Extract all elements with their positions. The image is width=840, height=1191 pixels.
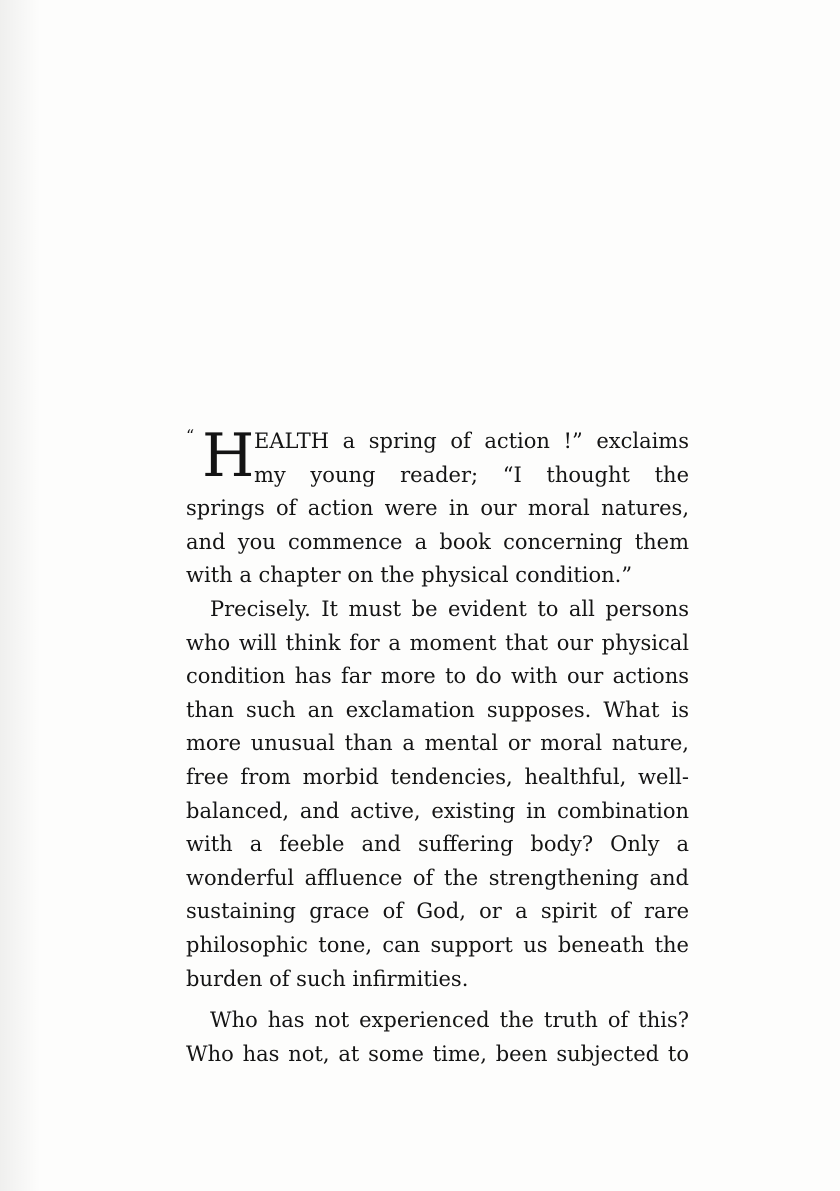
paragraph-1 xyxy=(186,421,689,593)
opening-quote: “ xyxy=(186,426,195,445)
line-text: EALTH a spring of action !” exclaims xyxy=(254,429,689,453)
paragraph-2-line-8: with a feeble and suffering body? Only a xyxy=(186,832,689,857)
paragraph-2-line-10: sustaining grace of God, or a spirit of rare xyxy=(186,899,689,924)
paragraph-2-line-2: who will think for a moment that our physical xyxy=(186,630,689,655)
paragraph-1-line-4: and you commence a book concerning them xyxy=(186,529,689,554)
paragraph-3-line-1: Who has not experienced the truth of this? xyxy=(210,1008,689,1033)
paragraph-3-line-2: Who has not, at some time, been subjected to xyxy=(186,1041,689,1066)
paragraph-2-line-4: than such an exclamation supposes. What is xyxy=(186,697,689,722)
page-edge-shadow xyxy=(0,0,40,1191)
paragraph-2-line-12: burden of such infirmities. xyxy=(186,966,469,991)
paragraph-2-line-9: wonderful affluence of the strengthening and xyxy=(186,865,689,890)
paragraph-2 xyxy=(186,593,689,996)
drop-cap-letter: H xyxy=(202,421,255,491)
paragraph-2-line-6: free from morbid tendencies, healthful, well- xyxy=(186,764,689,789)
paragraph-2-line-7: balanced, and active, existing in combination xyxy=(186,798,689,823)
paragraph-1-line-3: springs of action were in our moral natures, xyxy=(186,496,689,521)
paragraph-2-line-3: condition has far more to do with our actions xyxy=(186,664,689,689)
paragraph-1-line-2: my young reader; “I thought the xyxy=(254,462,689,487)
paragraph-spacing xyxy=(186,996,689,1004)
paragraph-3 xyxy=(186,1004,689,1071)
paragraph-2-line-1: Precisely. It must be evident to all persons xyxy=(210,596,689,621)
paragraph-2-line-11: philosophic tone, can support us beneath the xyxy=(186,932,689,957)
paragraph-1-line-5: with a chapter on the physical condition.” xyxy=(186,563,633,588)
body-text xyxy=(186,421,689,1071)
paragraph-2-line-5: more unusual than a mental or moral nature, xyxy=(186,731,689,756)
